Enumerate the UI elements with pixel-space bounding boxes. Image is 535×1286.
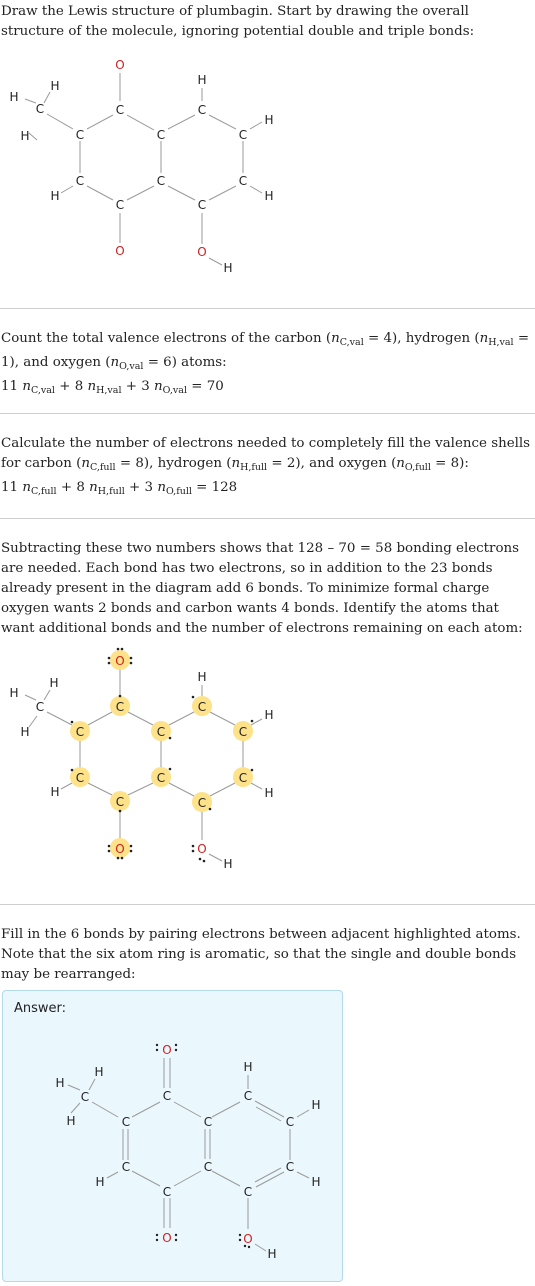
atom-C: C <box>35 102 45 116</box>
divider <box>0 308 535 309</box>
atom-C: C <box>115 700 125 714</box>
atom-C: C <box>156 771 166 785</box>
atom-H: H <box>223 857 233 871</box>
atom-C: C <box>156 128 166 142</box>
atom-H: H <box>50 189 60 203</box>
atom-O: O <box>197 245 207 259</box>
divider <box>0 518 535 519</box>
atom-H: H <box>9 90 19 104</box>
atom-C: C <box>285 1160 295 1174</box>
atom-C: C <box>238 771 248 785</box>
answer-label: Answer: <box>14 1001 67 1016</box>
atom-H: H <box>223 261 233 275</box>
atom-C: C <box>197 700 207 714</box>
atom-C: C <box>156 174 166 188</box>
divider <box>0 904 535 905</box>
atom-C: C <box>162 1089 172 1103</box>
atom-O: O <box>243 1232 253 1246</box>
atom-C: C <box>156 725 166 739</box>
full-shell-section: Calculate the number of electrons needed to completely fill the valence shells for carbon $(n_{C,full} = 8)$, hydrogen $(n_{H,full} = 2)$, and oxygen $(n_{O,full} = 8)$: 11 $n_{C,full} + 8$ $n_{H,full} + 3$ $n_{O,full} = 128$ <box>1 434 533 502</box>
atom-H: H <box>50 785 60 799</box>
atom-H: H <box>94 1065 104 1079</box>
atom-H: H <box>95 1175 105 1189</box>
atom-C: C <box>238 725 248 739</box>
atom-H: H <box>197 670 207 684</box>
atom-H: H <box>311 1175 321 1189</box>
bonding-explanation: Subtracting these two numbers shows that 128 – 70 = 58 bonding electrons are needed. Each bond has two electrons, so in addition to the 23 bonds already present in the diagram add 6 bonds. To minimize formal charge oxygen wants 2 bonds and carbon wants 4 bonds. Identify the atoms that want additional bonds and the number of electrons remaining on each atom: <box>1 541 523 636</box>
atom-H: H <box>20 725 30 739</box>
atom-H: H <box>243 1060 253 1074</box>
atom-C: C <box>121 1160 131 1174</box>
atom-O: O <box>197 842 207 856</box>
atom-C: C <box>115 198 125 212</box>
atom-H: H <box>264 113 274 127</box>
atom-C: C <box>115 795 125 809</box>
atom-C: C <box>121 1115 131 1129</box>
atom-C: C <box>243 1089 253 1103</box>
atom-C: C <box>238 128 248 142</box>
atom-O: O <box>162 1043 172 1057</box>
atom-H: H <box>264 708 274 722</box>
atom-O: O <box>162 1231 172 1245</box>
structure-diagram-skeleton <box>0 50 300 285</box>
atom-O: O <box>115 654 125 668</box>
atom-H: H <box>311 1098 321 1112</box>
atom-C: C <box>203 1115 213 1129</box>
atom-C: C <box>243 1185 253 1199</box>
atom-H: H <box>49 676 59 690</box>
divider <box>0 413 535 414</box>
atom-C: C <box>197 198 207 212</box>
intro-text: Draw the Lewis structure of plumbagin. Start by drawing the overall structure of the molecule, ignoring potential double and triple bonds: <box>1 4 475 39</box>
atom-H: H <box>55 1076 65 1090</box>
atom-C: C <box>238 174 248 188</box>
atom-H: H <box>20 129 30 143</box>
atom-C: C <box>80 1090 90 1104</box>
atom-H: H <box>9 686 19 700</box>
atom-C: C <box>75 725 85 739</box>
atom-C: C <box>35 700 45 714</box>
fill-explanation: Fill in the 6 bonds by pairing electrons between adjacent highlighted atoms. Note that the six atom ring is aromatic, so that the single and double bonds may be rearranged: <box>1 927 521 982</box>
atom-H: H <box>197 73 207 87</box>
atom-O: O <box>115 58 125 72</box>
valence-section: Count the total valence electrons of the carbon $(n_{C,val} = 4)$, hydrogen $(n_{H,val} = 1)$, and oxygen $(n_{O,val} = 6)$ atoms: 11 $n_{C,val} + 8$ $n_{H,val} + 3$ $n_{O,val} = 70$ <box>1 329 533 401</box>
atom-C: C <box>115 103 125 117</box>
atom-C: C <box>162 1185 172 1199</box>
valence-equation: 11 $n_{C,val} + 8$ $n_{H,val} + 3$ $n_{O,val} = 70$ <box>1 379 224 396</box>
atom-C: C <box>197 796 207 810</box>
atom-O: O <box>115 244 125 258</box>
atom-H: H <box>66 1114 76 1128</box>
atom-C: C <box>203 1160 213 1174</box>
atom-H: H <box>50 79 60 93</box>
atom-O: O <box>115 842 125 856</box>
full-shell-equation: 11 $n_{C,full} + 8$ $n_{H,full} + 3$ $n_{O,full} = 128$ <box>1 480 238 497</box>
atom-C: C <box>75 174 85 188</box>
structure-diagram-answer <box>0 1030 340 1278</box>
structure-diagram-highlighted <box>0 645 300 885</box>
atom-C: C <box>75 771 85 785</box>
atom-C: C <box>75 128 85 142</box>
atom-H: H <box>264 189 274 203</box>
atom-H: H <box>267 1247 277 1261</box>
atom-C: C <box>285 1115 295 1129</box>
atom-C: C <box>197 103 207 117</box>
atom-H: H <box>264 786 274 800</box>
